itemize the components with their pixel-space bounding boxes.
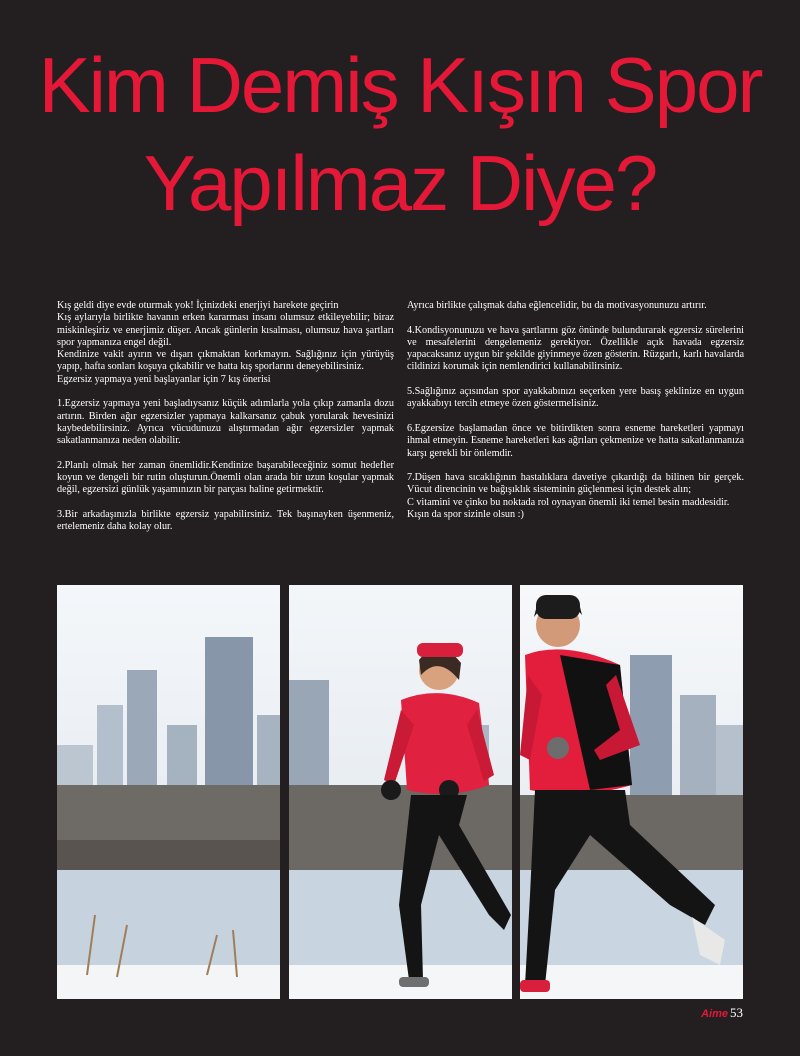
photo-panel-skyline: [57, 585, 280, 999]
paragraph: Ayrıca birlikte çalışmak daha eğlencelidir, bu da motivasyonunuzu artırır.: [407, 300, 707, 311]
page-footer: [701, 1005, 743, 1021]
page-number: 53: [730, 1005, 743, 1020]
paragraph: 7.Düşen hava sıcaklığının hastalıklara davetiye çıkardığı da bilinen bir gerçek. Vücut direncinin ve bağışıklık sisteminin güçlenmesi için destek alın; C vitamini ve çinko bu noktada rol oynayan önemli iki temel besin maddesidir. Kışın da spor sizinle olsun :): [407, 472, 744, 521]
right-column: [407, 300, 744, 534]
paragraph: 1.Egzersiz yapmaya yeni başladıysanız küçük adımlarla yola çıkıp zamanla dozu artırın. Birden ağır egzersizler yapmaya kalkarsanız çabuk yorularak hevesinizi kaybedebilirsiniz. Ayrıca vücudunuzu alıştırmadan ağır egzersizler yapmak sakatlanmanıza neden olabilir.: [57, 398, 394, 447]
paragraph: 2.Planlı olmak her zaman önemlidir.Kendinize başarabileceğiniz somut hedefler koyun ve dengeli bir rutin oluşturun.Önemli olan arada bir uzun koşular yapmak değil, egzersizi günlük yaşamınızın bir parçası haline getirmektir.: [57, 459, 394, 496]
paragraph: 4.Kondisyonunuzu ve hava şartlarını göz önünde bulundurarak egzersiz sürelerini ve mesafelerini dengelemeniz gerekiyor. Özellikle açık havada egzersiz yapacaksanız uygun bir şekilde giyinmeye özen gösterin. Rüzgarlı, karlı havalarda cildinizi korumak için nemlendirici kullanabilirsiniz.: [407, 324, 744, 373]
left-column: [57, 300, 394, 546]
paragraph: 6.Egzersize başlamadan önce ve bitirdikten sonra esneme hareketleri yapmayı ihmal etmeyin. Esneme hareketleri kas ağrıları çekmenize ve hatta sakatlanmanıza karşı gerekli bir önlemdir.: [407, 422, 744, 459]
paragraph: Kış geldi diye evde oturmak yok! İçinizdeki enerjiyi harekete geçirin Kış aylarıyla birlikte havanın erken kararması insanı olumsuz etkileyebilir; biraz miskinleşiriz ve enerjimiz düşer. Ancak günlerin kısalması, olumsuz hava şartları spor yapmanıza engel değil. Kendinize vakit ayırın ve dışarı çıkmaktan korkmayın. Sağlığınız için yürüyüş yapıp, hafta sonları koşuya çıkabilir ve hatta kış sporlarını deneyebilirsiniz. Egzersiz yapmaya yeni başlayanlar için 7 kış önerisi: [57, 300, 394, 385]
paragraph: 3.Bir arkadaşınızla birlikte egzersiz yapabilirsiniz. Tek başınayken üşenmeniz, ertelemeniz daha kolay olur.: [57, 509, 394, 533]
title-line-2: Yapılmaz Diye?: [143, 139, 657, 227]
title-line-1: Kim Demiş Kışın Spor: [38, 41, 762, 129]
article-title: [0, 36, 800, 232]
photo-panel-female-runner: [289, 585, 512, 999]
paragraph: 5.Sağlığınız açısından spor ayakkabınızı seçerken yere basış şeklinize en uygun ayakkabıyı tercih etmeye özen göstermelisiniz.: [407, 386, 744, 410]
magazine-logo: Aime: [701, 1008, 728, 1020]
photo-panel-male-runner: [520, 585, 743, 999]
